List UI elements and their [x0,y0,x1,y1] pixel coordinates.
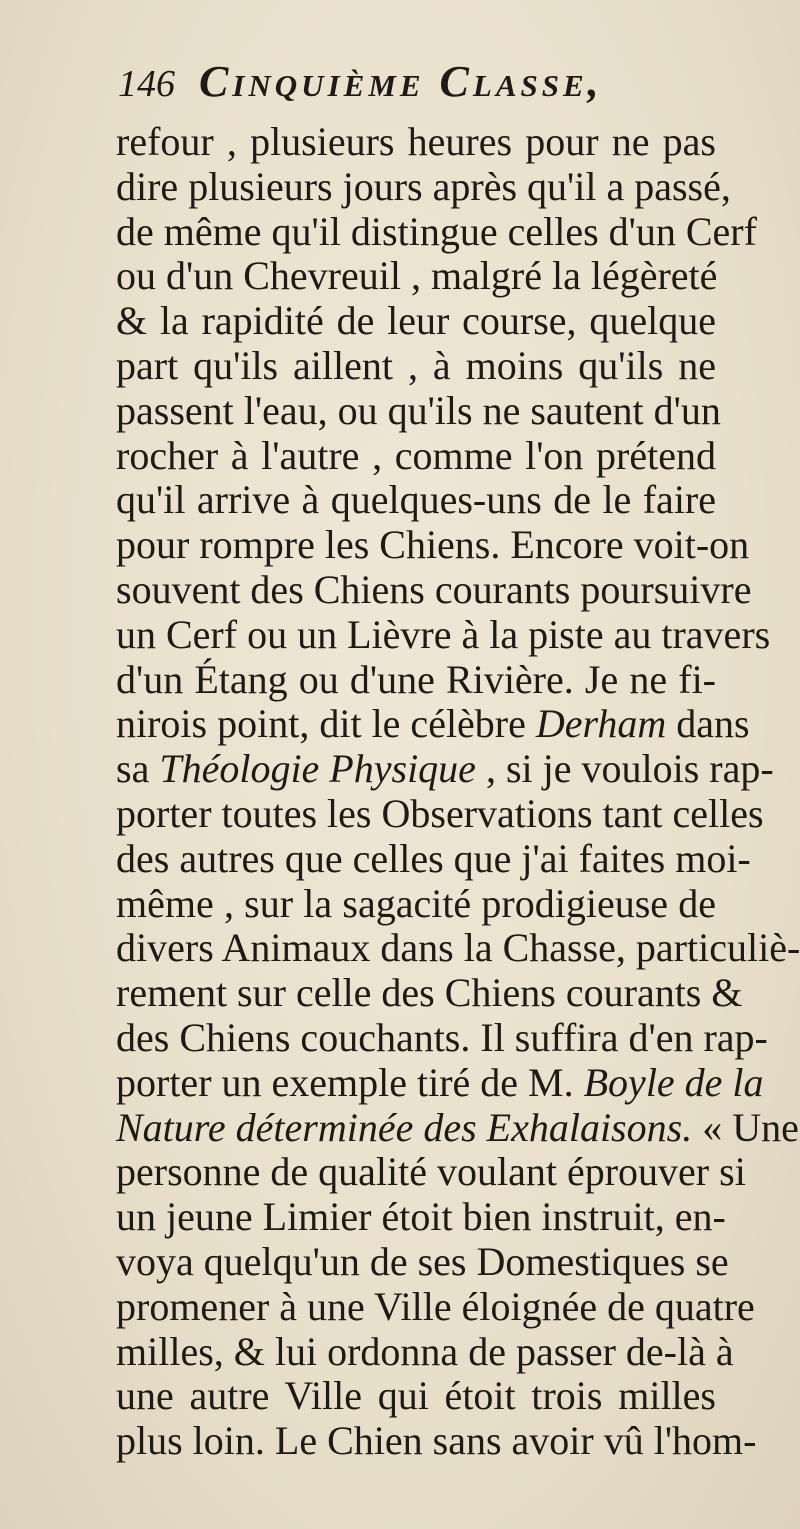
italic-text-segment: Derham [535,701,667,747]
text-segment: plus loin. Le Chien sans avoir vû l'hom- [116,1418,757,1464]
text-segment: de même qu'il distingue celles d'un Cerf [116,208,757,254]
text-line [116,882,716,927]
text-segment: dire plusieurs jours après qu'il a passé, [116,163,731,209]
text-line [116,478,716,523]
text-line [116,434,716,479]
text-segment: passent l'eau, ou qu'ils ne sautent d'un [116,387,721,433]
text-segment: ou d'un Chevreuil , malgré la légèreté [116,253,718,299]
text-line [116,611,771,658]
text-line [116,387,721,434]
text-segment: qu'il arrive à quelques-uns de le faire [116,477,716,523]
text-segment: part qu'ils aillent , à moins qu'ils ne [116,342,716,388]
text-segment: porter toutes les Observations tant celles [116,790,764,836]
text-segment: « Une [692,1104,799,1150]
text-segment: dans [666,701,750,747]
text-segment: un jeune Limier étoit bien instruit, en- [116,1194,726,1240]
text-line [116,1418,757,1464]
text-segment: des autres que celles que j'ai faites moi- [116,835,751,881]
text-segment: même , sur la sagacité prodigieuse de [116,880,716,926]
text-line [116,1104,799,1151]
text-line [116,970,743,1016]
text-line [116,835,751,882]
text-segment: souvent des Chiens courants poursuivre [116,566,752,612]
text-segment: rocher à l'autre , comme l'on prétend [116,432,716,478]
running-head: Cinquième Classe, [199,57,603,106]
text-line [116,1283,755,1330]
text-line [116,746,774,792]
text-line [116,1194,726,1240]
text-segment: , si je voulois rap- [475,746,774,792]
text-line [116,1238,729,1285]
page-header [118,56,718,116]
text-line [116,522,750,568]
text-line [116,163,731,210]
text-segment: un Cerf ou un Lièvre à la piste au travers [116,611,771,657]
text-segment: pour rompre les Chiens. Encore voit-on [116,522,750,568]
text-line [116,566,752,613]
text-segment: promener à une Ville éloignée de quatre [116,1283,755,1329]
text-line [116,299,716,344]
text-segment: refour , plusieurs heures pour ne pas [116,119,716,164]
text-line [116,254,716,299]
text-segment: nirois point, dit le célèbre [116,701,536,747]
text-line [116,925,800,971]
text-line [116,1374,716,1419]
text-line [116,701,750,747]
text-segment: divers Animaux dans la Chasse, particuliè- [116,925,800,971]
text-line [116,1014,768,1061]
text-segment: milles, & lui ordonna de passer de-là à [116,1328,734,1374]
text-line [116,1059,764,1106]
italic-text-segment: Nature déterminée des Exhalaisons. [116,1104,693,1150]
text-line [116,1328,734,1375]
italic-text-segment: Boyle de la [583,1059,764,1105]
text-segment: sa [116,746,160,792]
text-line [116,120,716,165]
text-line [116,208,757,255]
text-segment: des Chiens couchants. Il suffira d'en rap- [116,1014,768,1060]
text-segment: voya quelqu'un de ses Domestiques se [116,1238,729,1284]
text-line [116,658,716,703]
text-segment: rement sur celle des Chiens courants & [116,970,743,1016]
text-line [116,790,764,837]
text-line [116,344,716,389]
text-segment: porter un exemple tiré de M. [116,1059,584,1105]
text-segment: & la rapidité de leur course, quelque [116,298,716,344]
text-segment: personne de qualité voulant éprouver si [116,1149,746,1195]
text-segment: d'un Étang ou d'une Rivière. Je ne fi- [116,656,716,702]
text-segment: une autre Ville qui étoit trois milles [116,1373,716,1419]
body-text [116,119,800,1464]
italic-text-segment: Théologie Physique [159,746,476,792]
page-number: 146 [118,63,175,105]
text-line [116,1149,746,1195]
